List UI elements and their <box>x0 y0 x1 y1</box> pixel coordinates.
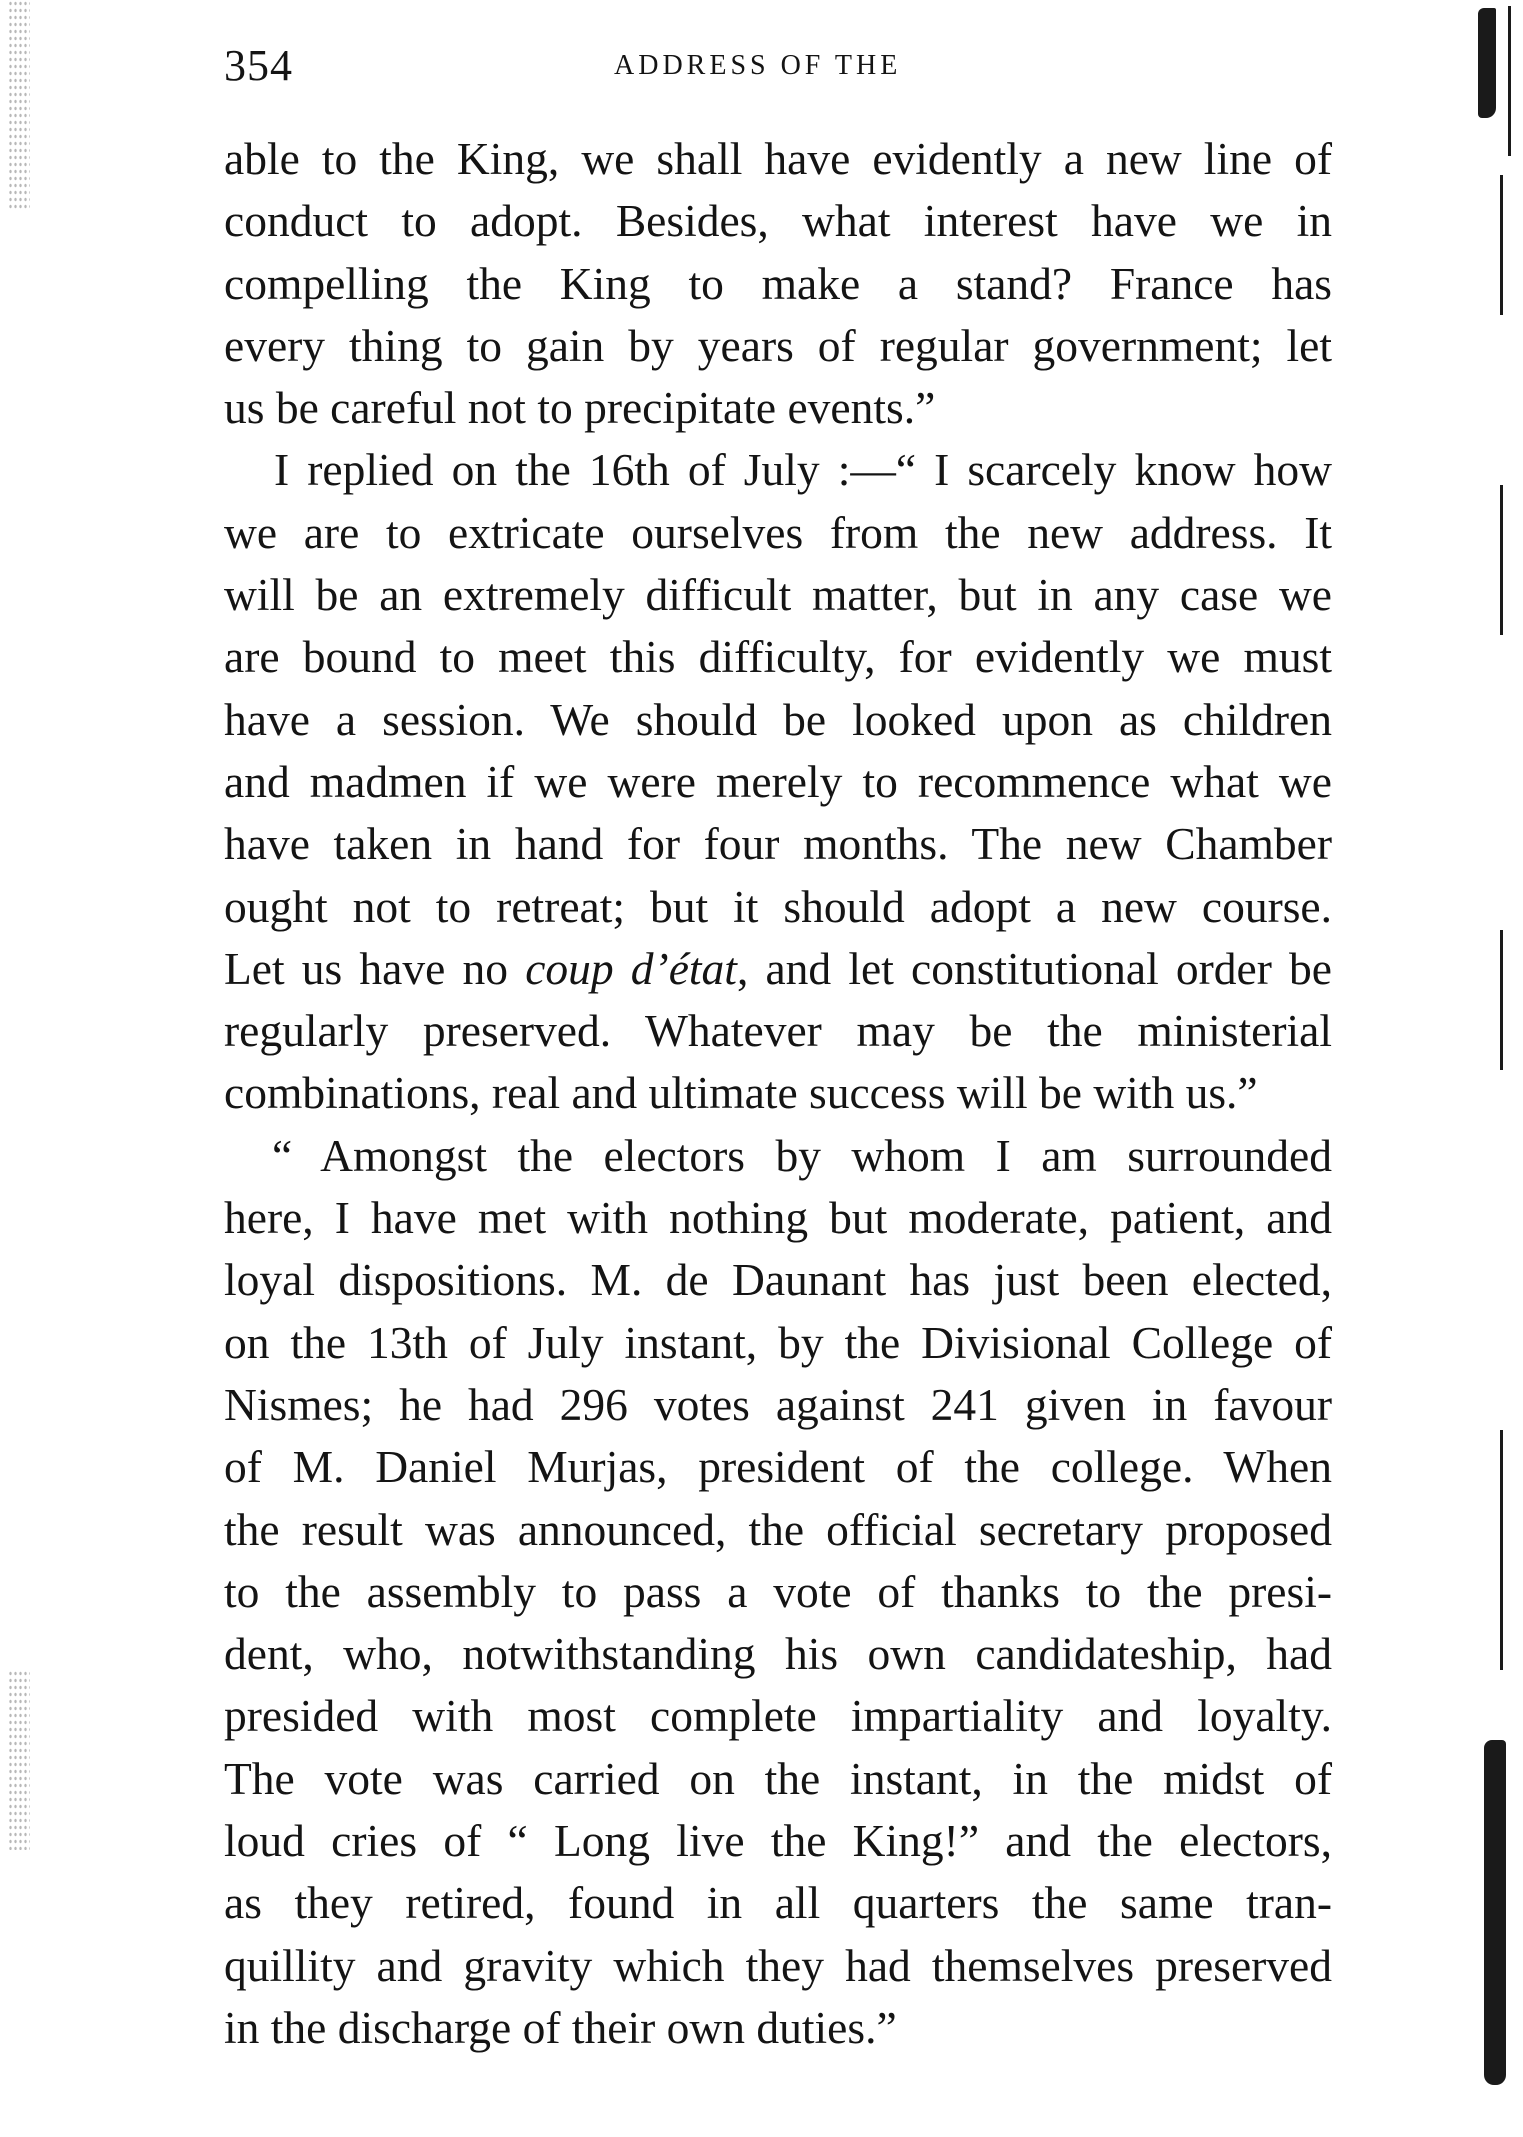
paragraph-start-line: “ Amongst the electors by whom I am surrounded <box>272 1129 1332 1181</box>
text-line: are bound to meet this difficulty, for evidently we must <box>224 631 1332 683</box>
scan-speckle-top <box>8 0 30 210</box>
text-fragment: , and let constitutional order be <box>736 942 1332 994</box>
text-line: conduct to adopt. Besides, what interest have we in <box>224 195 1332 247</box>
text-line: to the assembly to pass a vote of thanks to the presi- <box>224 1565 1332 1617</box>
text-line: of M. Daniel Murjas, president of the college. When <box>224 1441 1332 1493</box>
page-edge-line <box>1508 6 1511 156</box>
text-line: quillity and gravity which they had themselves preserved <box>224 1939 1332 1991</box>
text-line: will be an extremely difficult matter, but in any case we <box>224 569 1332 621</box>
text-line: combinations, real and ultimate success will be with us.” <box>224 1067 1258 1119</box>
text-line: compelling the King to make a stand? France has <box>224 257 1332 309</box>
text-line-with-italic <box>224 938 1332 1000</box>
page-edge-shadow <box>1484 1740 1506 2085</box>
text-line: we are to extricate ourselves from the new address. It <box>224 506 1332 558</box>
page-header <box>224 40 1334 90</box>
text-line: in the discharge of their own duties.” <box>224 2001 897 2053</box>
text-line: and madmen if we were merely to recommence what we <box>224 755 1332 807</box>
page-edge-line <box>1500 1430 1503 1670</box>
page-edge-line <box>1500 485 1503 635</box>
page-edge-line <box>1500 930 1503 1070</box>
text-line: the result was announced, the official secretary proposed <box>224 1503 1332 1555</box>
running-head: ADDRESS OF THE <box>614 50 902 81</box>
text-line: loyal dispositions. M. de Daunant has just been elected, <box>224 1254 1332 1306</box>
paragraph-start-line: I replied on the 16th of July :—“ I scarcely know how <box>274 444 1332 496</box>
italic-phrase: coup d’état <box>525 942 737 994</box>
body-text <box>224 128 1332 2059</box>
page-edge-shadow <box>1478 8 1496 118</box>
text-line: on the 13th of July instant, by the Divisional College of <box>224 1316 1332 1368</box>
page-edge-line <box>1500 175 1503 315</box>
text-line: loud cries of “ Long live the King!” and the electors, <box>224 1815 1332 1867</box>
text-line: able to the King, we shall have evidently a new line of <box>224 133 1332 184</box>
text-line: have a session. We should be looked upon as children <box>224 693 1332 745</box>
text-line: presided with most complete impartiality and loyalty. <box>224 1690 1332 1742</box>
text-line: here, I have met with nothing but moderate, patient, and <box>224 1192 1332 1244</box>
text-line: us be careful not to precipitate events.” <box>224 382 936 434</box>
text-line: Nismes; he had 296 votes against 241 given in favour <box>224 1378 1332 1430</box>
text-line: have taken in hand for four months. The new Chamber <box>224 818 1332 870</box>
text-line: dent, who, notwithstanding his own candidateship, had <box>224 1628 1332 1680</box>
text-line: every thing to gain by years of regular government; let <box>224 319 1332 371</box>
text-line: as they retired, found in all quarters the same tran- <box>224 1877 1332 1929</box>
scan-speckle-bottom <box>8 1670 30 1850</box>
text-line: regularly preserved. Whatever may be the ministerial <box>224 1005 1332 1057</box>
text-line: The vote was carried on the instant, in the midst of <box>224 1752 1332 1804</box>
text-fragment: Let us have no <box>224 942 526 994</box>
page-number: 354 <box>224 41 293 90</box>
text-line: ought not to retreat; but it should adopt a new course. <box>224 880 1332 932</box>
